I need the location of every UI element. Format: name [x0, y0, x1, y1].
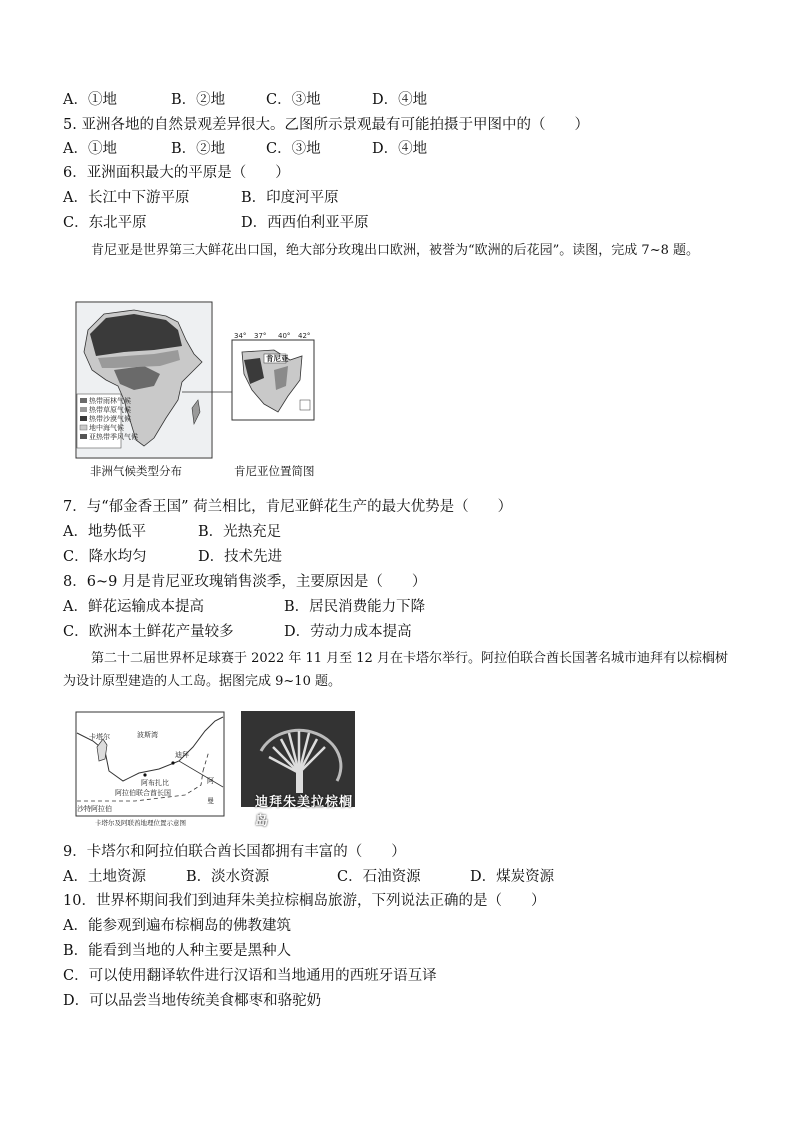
q10-option-a: A．能参观到遍布棕榈岛的佛教建筑 [63, 918, 291, 934]
legend-item: 地中海气候 [89, 424, 124, 432]
map-label-saudi: 沙特阿拉伯 [77, 805, 112, 813]
q5-stem: 5. 亚洲各地的自然景观差异很大。乙图所示景观最有可能拍摄于甲图中的（ ） [63, 117, 589, 133]
q7-option-d: D．技术先进 [198, 549, 283, 565]
q4-option-a: A．①地 [63, 92, 117, 108]
legend-item: 热带草原气候 [89, 406, 131, 414]
lat-label: 34° [234, 332, 247, 340]
map-label-oman-2: 曼 [207, 797, 214, 805]
legend-item: 热带沙漠气候 [89, 415, 131, 423]
figure1-left-caption: 非洲气候类型分布 [90, 464, 182, 478]
africa-kenya-figure [74, 300, 324, 460]
palm-island-photo [241, 711, 355, 829]
legend-item: 热带雨林气候 [89, 397, 131, 405]
q7-option-c: C．降水均匀 [63, 549, 147, 565]
qatar-uae-map [75, 711, 225, 827]
intro-9-10: 第二十二届世界杯足球赛于 2022 年 11 月至 12 月在卡塔尔举行。阿拉伯联合酋长国著名城市迪拜有以棕榈树为设计原型建造的人工岛。据图完成 9~10 题。 [63, 651, 728, 689]
q9-stem: 9．卡塔尔和阿拉伯联合酋长国都拥有丰富的（ ） [63, 844, 406, 860]
photo-caption: 迪拜朱美拉棕榈岛 [255, 795, 354, 829]
q7-option-b: B．光热充足 [198, 524, 282, 540]
intro-7-8: 肯尼亚是世界第三大鲜花出口国，绝大部分玫瑰出口欧洲，被誉为“欧洲的后花园”。读图，完成 7~8 题。 [91, 243, 699, 258]
q4-option-d: D．④地 [372, 92, 428, 108]
figure1-right-caption: 肯尼亚位置简图 [234, 464, 315, 478]
q7-option-a: A．地势低平 [63, 524, 146, 540]
q10-option-d: D．可以品尝当地传统美食椰枣和骆驼奶 [63, 993, 322, 1009]
kenya-label: 肯尼亚 [266, 354, 289, 363]
q9-option-a: A．土地资源 [63, 869, 146, 885]
q8-option-a: A．鲜花运输成本提高 [63, 599, 204, 615]
q9-option-d: D．煤炭资源 [470, 869, 555, 885]
q8-option-b: B．居民消费能力下降 [284, 599, 426, 615]
q4-option-c: C．③地 [266, 92, 321, 108]
q7-stem: 7．与“郁金香王国” 荷兰相比，肯尼亚鲜花生产的最大优势是（ ） [63, 499, 513, 515]
map-label-qatar: 卡塔尔 [89, 733, 110, 741]
q10-option-c: C．可以使用翻译软件进行汉语和当地通用的西班牙语互译 [63, 968, 437, 984]
q8-option-d: D．劳动力成本提高 [284, 624, 412, 640]
q8-option-c: C．欧洲本土鲜花产量较多 [63, 624, 234, 640]
q6-option-c: C．东北平原 [63, 215, 147, 231]
lat-label: 42° [298, 332, 311, 340]
q6-option-a: A．长江中下游平原 [63, 190, 190, 206]
q6-stem: 6．亚洲面积最大的平原是（ ） [63, 165, 290, 181]
map-label-abudhabi: 阿布扎比 [141, 779, 169, 787]
lat-label: 37° [254, 332, 267, 340]
q10-option-b: B．能看到当地的人种主要是黑种人 [63, 943, 292, 959]
q8-stem: 8．6~9 月是肯尼亚玫瑰销售淡季，主要原因是（ ） [63, 574, 427, 590]
map-label-dubai: 迪拜 [175, 751, 189, 759]
lat-label: 40° [278, 332, 291, 340]
map-caption: 卡塔尔及阿联酋地理位置示意图 [95, 819, 186, 827]
africa-climate-map [74, 300, 324, 460]
map-label-uae: 阿拉伯联合酋长国 [115, 789, 171, 797]
map-label-oman-1: 阿 [207, 777, 214, 785]
legend-item: 亚热带季风气候 [89, 433, 138, 441]
q6-option-d: D．西西伯利亚平原 [241, 215, 369, 231]
q5-option-a: A．①地 [63, 141, 117, 157]
q9-option-b: B．淡水资源 [186, 869, 270, 885]
q4-option-b: B．②地 [171, 92, 226, 108]
q5-option-b: B．②地 [171, 141, 226, 157]
q6-option-b: B．印度河平原 [241, 190, 339, 206]
q10-stem: 10．世界杯期间我们到迪拜朱美拉棕榈岛旅游，下列说法正确的是（ ） [63, 893, 546, 909]
map-label-gulf: 波斯湾 [137, 731, 158, 739]
q9-option-c: C．石油资源 [337, 869, 421, 885]
q5-option-c: C．③地 [266, 141, 321, 157]
q5-option-d: D．④地 [372, 141, 428, 157]
